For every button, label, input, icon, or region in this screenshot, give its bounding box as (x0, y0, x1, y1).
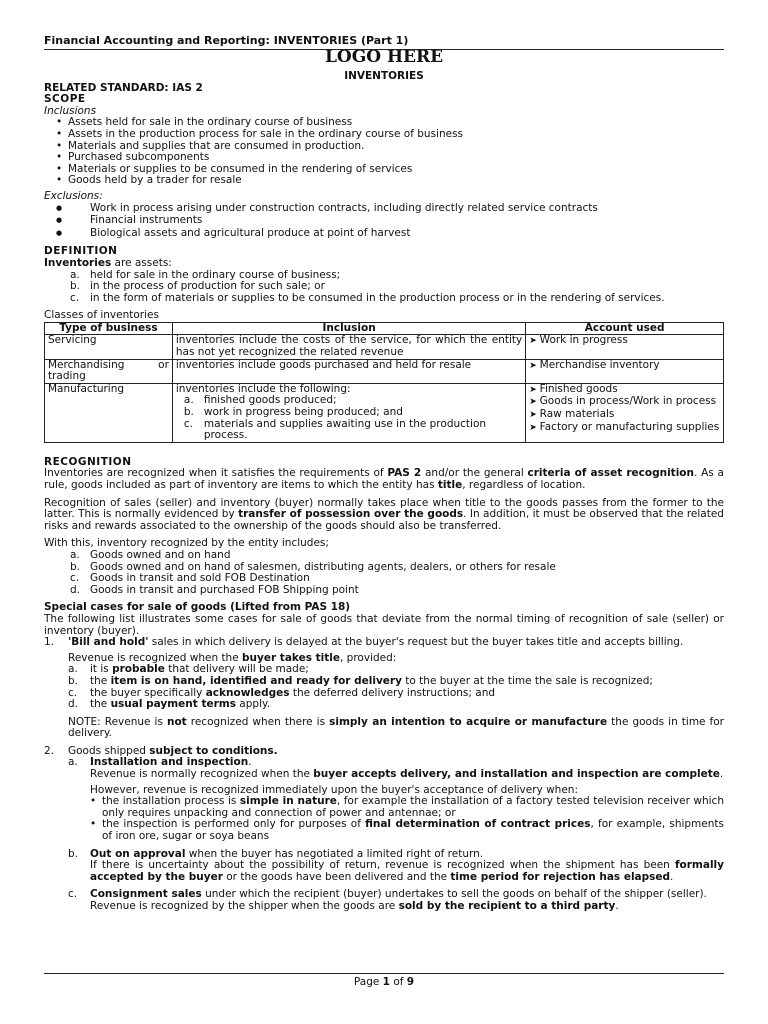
case-1: 1. 'Bill and hold' sales in which delivery is delayed at the buyer's request but the buyer takes title and accepts billing. (44, 636, 684, 649)
list-item: • Goods held by a trader for resale (68, 175, 724, 187)
recognition-heading: RECOGNITION (44, 455, 132, 468)
list-item: b. in the process of production for such sale; or (70, 280, 325, 293)
list-item: ● Work in process arising under construction contracts, including directly related service contracts (90, 203, 724, 215)
column-header: Type of business (45, 322, 173, 335)
column-header: Inclusion (172, 322, 525, 335)
list-item: d. the usual payment terms apply. (68, 698, 271, 711)
logo-placeholder: LOGO HERE (324, 47, 444, 67)
table-row: Manufacturing inventories include the following: a. finished goods produced; b. work in progress being produced; and c. materials and supplies awaiting use in the production process. ➤ Finished goods ➤ Goods in process/Work in process ➤ Raw materials ➤ Factory or manufacturing supplies (45, 383, 724, 442)
case-1-revenue: Revenue is recognized when the buyer takes title, provided: (68, 651, 397, 664)
special-cases-intro: The following list illustrates some cases for sale of goods that deviate from the normal timing of recognition of sale (seller) or inventory (buyer). (44, 612, 724, 637)
list-item: a. held for sale in the ordinary course of business; (70, 268, 341, 281)
case-2-approval: b. Out on approval when the buyer has negotiated a limited right of return. If there is uncertainty about the possibility of return, revenue is recognized when the shipment has been formally accepted by the buyer or the goods have been delivered and the time period for rejection has elapsed. (68, 847, 724, 883)
recognition-paragraph-2: Recognition of sales (seller) and inventory (buyer) normally takes place when title to the goods passes from the former to the latter. This is normally evidenced by transfer of possession over the goods. In addition, it must be observed that the related risks and rewards associated to the ownership of the goods should also be transferred. (44, 496, 724, 532)
case-1-conditions (44, 664, 724, 710)
list-item: c. in the form of materials or supplies to be consumed in the production process or in the rendering of services. (70, 291, 665, 304)
list-item: a. it is probable that delivery will be made; (68, 663, 309, 676)
scope-heading: SCOPE (44, 93, 86, 106)
case-2-installation: a. Installation and inspection. Revenue is normally recognized when the buyer accepts delivery, and installation and inspection are complete. However, revenue is recognized immediately upon the buyer's acceptance of delivery when: • the installation process is simple in nature, for example the installation of a factory tested television receiver which only requires unpacking and connection of power and antennae; or • the inspection is performed only for purposes of final determination of contract prices, for example, shipments of iron ore, sugar or soya beans (44, 757, 724, 842)
case-2-consignment: c. Consignment sales under which the recipient (buyer) undertakes to sell the goods on behalf of the shipper (seller). Revenue is recognized by the shipper when the goods are sold by the recipient to a third party. (68, 888, 707, 912)
list-item: • Materials and supplies that are consumed in production. (68, 141, 724, 153)
case-2: 2. Goods shipped subject to conditions. (44, 744, 278, 757)
doc-title: INVENTORIES (344, 70, 424, 82)
list-item: • the installation process is simple in nature, for example the installation of a factory tested television receiver which only requires unpacking and connection of power and antennae; or (102, 796, 724, 819)
list-item: d. Goods in transit and purchased FOB Shipping point (70, 583, 359, 596)
special-cases-heading: Special cases for sale of goods (Lifted from PAS 18) (44, 601, 351, 614)
list-item: b. Goods owned and on hand of salesmen, distributing agents, dealers, or others for resale (70, 560, 556, 573)
column-header: Account used (526, 322, 724, 335)
case-1-note: NOTE: Revenue is not recognized when there is simply an intention to acquire or manufacture the goods in time for delivery. (68, 715, 724, 740)
list-item: • Materials or supplies to be consumed in the rendering of services (68, 164, 724, 176)
definition-lead: Inventories are assets: (44, 256, 172, 269)
page-number: 1 (382, 976, 390, 988)
list-item: • Purchased subcomponents (68, 152, 724, 164)
page-footer: Page 1 of 9 (44, 973, 724, 989)
inclusions-list (44, 117, 724, 187)
list-item: • the inspection is performed only for purposes of final determination of contract prices, for example, shipments of iron ore, sugar or soya beans (102, 819, 724, 842)
list-item: a. Goods owned and on hand (70, 548, 231, 561)
related-standard: RELATED STANDARD: IAS 2 (44, 81, 203, 94)
exclusions-label: Exclusions: (44, 189, 103, 202)
recognition-paragraph-1: Inventories are recognized when it satisfies the requirements of PAS 2 and/or the general criteria of asset recognition. As a rule, goods included as part of inventory are items to which the entity has title, regardless of location. (44, 467, 724, 491)
document-page (44, 35, 724, 913)
list-item: • Assets in the production process for sale in the ordinary course of business (68, 129, 724, 141)
definition-heading: DEFINITION (44, 245, 118, 258)
exclusions-list (44, 203, 724, 240)
list-item: • Assets held for sale in the ordinary course of business (68, 117, 724, 129)
classes-table (44, 322, 724, 443)
inclusions-label: Inclusions (44, 104, 97, 117)
list-item: c. the buyer specifically acknowledges the deferred delivery instructions; and (68, 686, 496, 699)
list-item: c. Goods in transit and sold FOB Destination (70, 572, 310, 585)
list-item: ● Financial instruments (90, 215, 724, 227)
table-row: Servicing inventories include the costs of the service, for which the entity has not yet recognized the related revenue ➤ Work in progress (45, 335, 724, 359)
page-header (44, 35, 724, 50)
classes-heading: Classes of inventories (44, 309, 159, 322)
table-row: Merchandising or trading inventories include goods purchased and held for resale ➤ Merchandise inventory (45, 359, 724, 383)
page-total: 9 (406, 976, 415, 988)
list-item: b. the item is on hand, identified and ready for delivery to the buyer at the time the sale is recognized; (68, 674, 653, 687)
header-title: Financial Accounting and Reporting: INVENTORIES (Part 1) (44, 34, 409, 47)
list-item: ● Biological assets and agricultural produce at point of harvest (90, 228, 724, 240)
definition-list (44, 270, 724, 305)
recognition-list (44, 550, 724, 596)
recognition-paragraph-3: With this, inventory recognized by the entity includes; (44, 537, 329, 550)
